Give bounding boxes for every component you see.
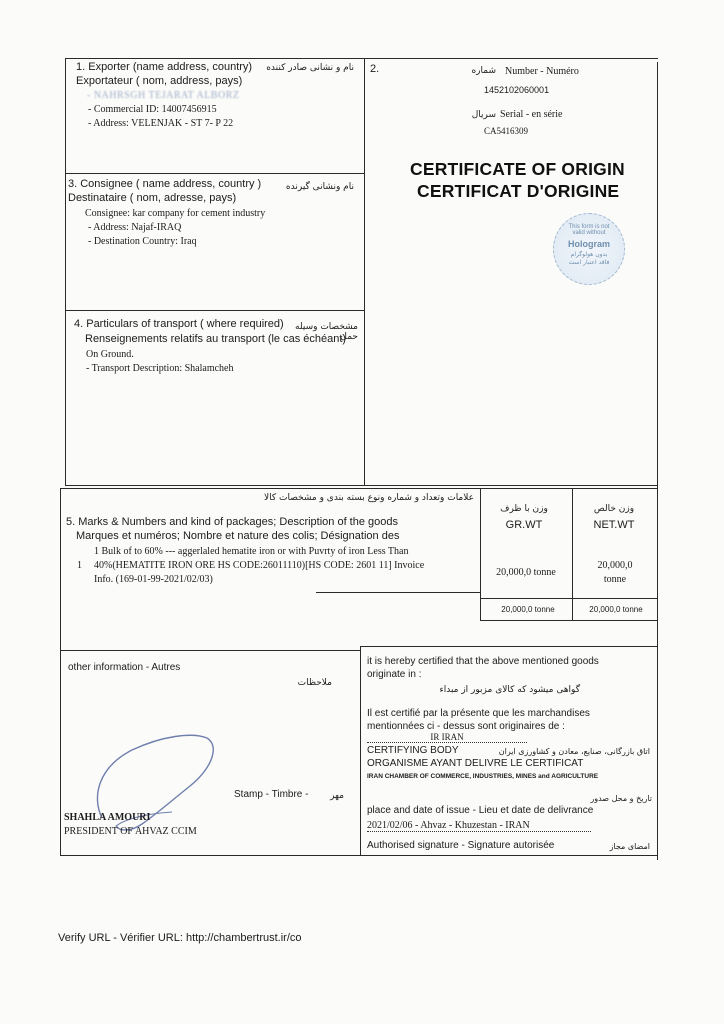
serial-label: Serial - en série [500, 109, 563, 120]
bottom-column-line [360, 646, 361, 856]
other-info-label: other information - Autres [68, 662, 181, 673]
transport-title-fr: Renseignements relatifs au transport (le cas échéant) [85, 333, 347, 345]
number-label-fa: شماره [471, 66, 496, 76]
gross-column-line [480, 488, 481, 621]
goods-title-fa: علامات وتعداد و شماره ونوع بسته بندی و مشخصات کالا [264, 493, 474, 503]
certified-text-fr-1: Il est certifié par la présente que les marchandises [367, 708, 590, 719]
box5-top-line [60, 488, 658, 489]
exporter-commercial-id: - Commercial ID: 14007456915 [88, 104, 217, 115]
certifying-body-label: CERTIFYING BODY [367, 745, 459, 756]
total-net-weight: 20,000,0 tonne [589, 605, 643, 614]
serial-label-fa: سریال [471, 110, 496, 120]
transport-description: - Transport Description: Shalamcheh [86, 363, 234, 374]
goods-description-line3: Info. (169-01-99-2021/02/03) [94, 574, 213, 585]
transport-mode: On Ground. [86, 349, 134, 360]
goods-item-number: 1 [77, 560, 82, 571]
hologram-word: Hologram [567, 239, 610, 249]
stamp-label-fa: مهر [330, 791, 344, 801]
signer-title: PRESIDENT OF AHVAZ CCIM [64, 826, 197, 837]
consignee-destination: - Destination Country: Iraq [88, 236, 197, 247]
goods-description-line2: 40%(HEMATITE IRON ORE HS CODE:26011110)[HS CODE: 2601 11] Invoice [94, 560, 425, 571]
frame-left-line [65, 58, 66, 485]
chamber-name: IRAN CHAMBER OF COMMERCE, INDUSTRIES, MINES and AGRICULTURE [367, 773, 599, 780]
goods-title: 5. Marks & Numbers and kind of packages; Description of the goods [66, 516, 399, 528]
consignee-address: - Address: Najaf-IRAQ [88, 222, 182, 233]
number-value: 1452102060001 [484, 85, 550, 95]
organisme-label: ORGANISME AYANT DELIVRE LE CERTIFICAT [367, 758, 584, 769]
hologram-note: This form is not valid without [568, 224, 610, 236]
certificate-title-en: CERTIFICATE OF ORIGIN [410, 159, 625, 179]
authorised-signature-fa: امضای مجاز [609, 842, 650, 851]
net-label: NET.WT [593, 519, 635, 531]
consignee-name: Consignee: kar company for cement industry [85, 208, 266, 219]
place-date-label-fa: تاریخ و محل صدور [590, 794, 652, 803]
net-column-line [572, 488, 573, 621]
transport-title-fa: مشخصات وسیله حمل [295, 322, 358, 342]
certified-text-fr-2: mentionnées ci - dessus sont originaires de : [367, 721, 565, 732]
gross-label-fa: وزن با ظرف [500, 504, 548, 514]
place-date-label: place and date of issue - Lieu et date de delivrance [367, 805, 594, 816]
net-weight-unit: tonne [603, 574, 627, 585]
consignee-title-fr: Destinataire ( nom, adresse, pays) [68, 192, 237, 204]
exporter-address: - Address: VELENJAK - ST 7- P 22 [88, 118, 234, 129]
certifying-body-fa: اتاق بازرگانی، صنایع، معادن و کشاورزی ایران [498, 747, 650, 756]
serial-value: CA5416309 [484, 126, 529, 136]
place-date-value: 2021/02/06 - Ahvaz - Khuzestan - IRAN [367, 820, 591, 832]
goods-title-fr: Marques et numéros; Nombre et nature des colis; Désignation des [76, 530, 400, 542]
goods-description-line1: 1 Bulk of to 60% --- aggerlaled hematite iron or with Puvrty of iron Less Than [94, 546, 409, 557]
totals-top-line [480, 598, 658, 599]
net-label-fa: وزن خالص [593, 504, 635, 514]
stamp-label: Stamp - Timbre - [234, 789, 309, 800]
certified-text-en-2: originate in : [367, 669, 422, 680]
total-gross-weight: 20,000,0 tonne [501, 605, 555, 614]
exporter-name: - NAHRSGH TEJARAT ALBORZ [87, 90, 240, 101]
transport-title: 4. Particulars of transport ( where required) [74, 318, 284, 330]
exporter-title: 1. Exporter (name address, country) [76, 61, 253, 73]
frame-top-line [65, 58, 658, 59]
box2-label: 2. [370, 63, 380, 75]
number-label: Number - Numéro [505, 66, 579, 77]
other-info-label-fa: ملاحظات [297, 678, 332, 688]
box1-bottom-line [65, 173, 364, 174]
bottom-right-line [360, 646, 658, 647]
box4-bottom-line [65, 485, 658, 486]
authorised-signature-label: Authorised signature - Signature autorisée [367, 840, 555, 851]
totals-bottom-line [480, 620, 658, 621]
exporter-title-fr: Exportateur ( nom, address, pays) [76, 75, 243, 87]
consignee-title: 3. Consignee ( name address, country ) [68, 178, 262, 190]
certified-text-en-1: it is hereby certified that the above mentioned goods [367, 656, 599, 667]
box3-bottom-line [65, 310, 364, 311]
desc-underline [316, 592, 480, 593]
bottom-left-line [60, 650, 360, 651]
certificate-title-fr: CERTIFICAT D'ORIGINE [417, 181, 620, 201]
hologram-fa-1: بدون هولوگرام [570, 251, 608, 258]
hologram-seal [553, 213, 625, 285]
exporter-title-fa: نام و نشانی صادر کننده [266, 63, 354, 73]
hologram-fa-2: فاقد اعتبار است [568, 259, 610, 266]
net-weight-value: 20,000,0 [597, 560, 633, 571]
consignee-title-fa: نام ونشانی گیرنده [285, 182, 354, 192]
certified-text-fa: گواهی میشود که کالای مزبور از مبداء [439, 685, 580, 695]
verify-url[interactable]: Verify URL - Vérifier URL: http://chambertrust.ir/co [58, 932, 302, 944]
signer-name: SHAHLA AMOURI [64, 812, 151, 823]
frame-bottom-line [60, 855, 658, 856]
origin-country: IR IRAN [367, 732, 527, 743]
frame-right-line [657, 62, 658, 860]
gross-weight-value: 20,000,0 tonne [496, 567, 556, 578]
box5-left-line [60, 488, 61, 855]
gross-label: GR.WT [505, 519, 543, 531]
column-divider-line [364, 58, 365, 486]
